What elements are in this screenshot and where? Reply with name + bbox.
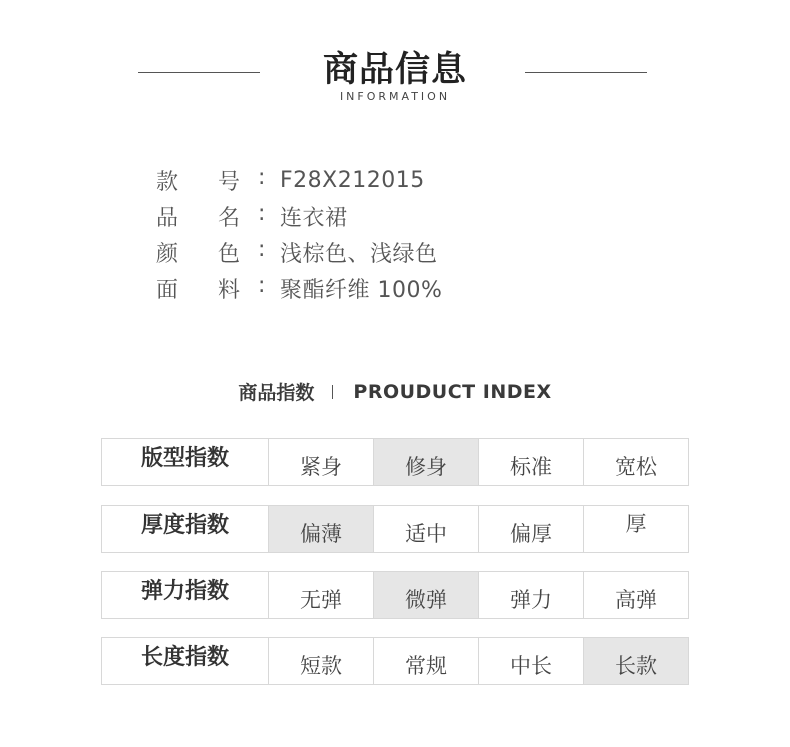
index-option: 宽松 bbox=[615, 455, 657, 479]
index-header-en: PROUDUCT INDEX bbox=[353, 380, 552, 403]
index-row-thickness bbox=[101, 505, 689, 553]
index-option-selected: 偏薄 bbox=[269, 506, 374, 552]
index-option: 无弹 bbox=[269, 572, 374, 618]
info-row-fabric bbox=[156, 270, 442, 306]
index-option: 偏厚 bbox=[479, 506, 584, 552]
product-info-list bbox=[156, 162, 442, 306]
info-value-fabric: 聚酯纤维 100% bbox=[280, 277, 443, 303]
page-subtitle: INFORMATION bbox=[339, 90, 451, 103]
index-option-selected: 修身 bbox=[374, 439, 479, 485]
index-option: 厚 bbox=[625, 512, 647, 536]
index-option: 短款 bbox=[269, 638, 374, 684]
page-title: 商品信息 bbox=[322, 50, 467, 90]
info-row-color bbox=[156, 234, 442, 270]
index-option: 中长 bbox=[479, 638, 584, 684]
info-label: 面 料 : bbox=[156, 272, 266, 303]
index-row-label: 版型指数 bbox=[102, 439, 269, 485]
info-label: 颜 色 : bbox=[156, 236, 266, 267]
index-option: 适中 bbox=[374, 506, 479, 552]
index-option: 常规 bbox=[374, 638, 479, 684]
info-value-color: 浅棕色、浅绿色 bbox=[280, 241, 438, 267]
index-row-label: 长度指数 bbox=[102, 638, 269, 684]
info-label: 款 号 : bbox=[156, 164, 266, 195]
index-option: 标准 bbox=[479, 439, 584, 485]
index-row-length bbox=[101, 637, 689, 685]
product-index-header bbox=[0, 378, 790, 405]
index-option-selected: 长款 bbox=[584, 638, 688, 684]
index-row-label: 弹力指数 bbox=[102, 572, 269, 618]
index-row-elasticity bbox=[101, 571, 689, 619]
index-option: 高弹 bbox=[615, 588, 657, 612]
index-option: 弹力 bbox=[479, 572, 584, 618]
info-label: 品 名 : bbox=[156, 200, 266, 231]
header-separator bbox=[332, 385, 333, 399]
info-value-style-number: F28X212015 bbox=[280, 167, 425, 193]
index-option: 紧身 bbox=[269, 439, 374, 485]
title-divider-right bbox=[525, 72, 647, 73]
index-option-selected: 微弹 bbox=[374, 572, 479, 618]
index-header-cn: 商品指数 bbox=[238, 382, 315, 404]
index-row-label: 厚度指数 bbox=[102, 506, 269, 552]
info-row-style-number bbox=[156, 162, 442, 198]
info-row-product-name bbox=[156, 198, 442, 234]
index-row-fit bbox=[101, 438, 689, 486]
info-value-product-name: 连衣裙 bbox=[280, 205, 348, 231]
